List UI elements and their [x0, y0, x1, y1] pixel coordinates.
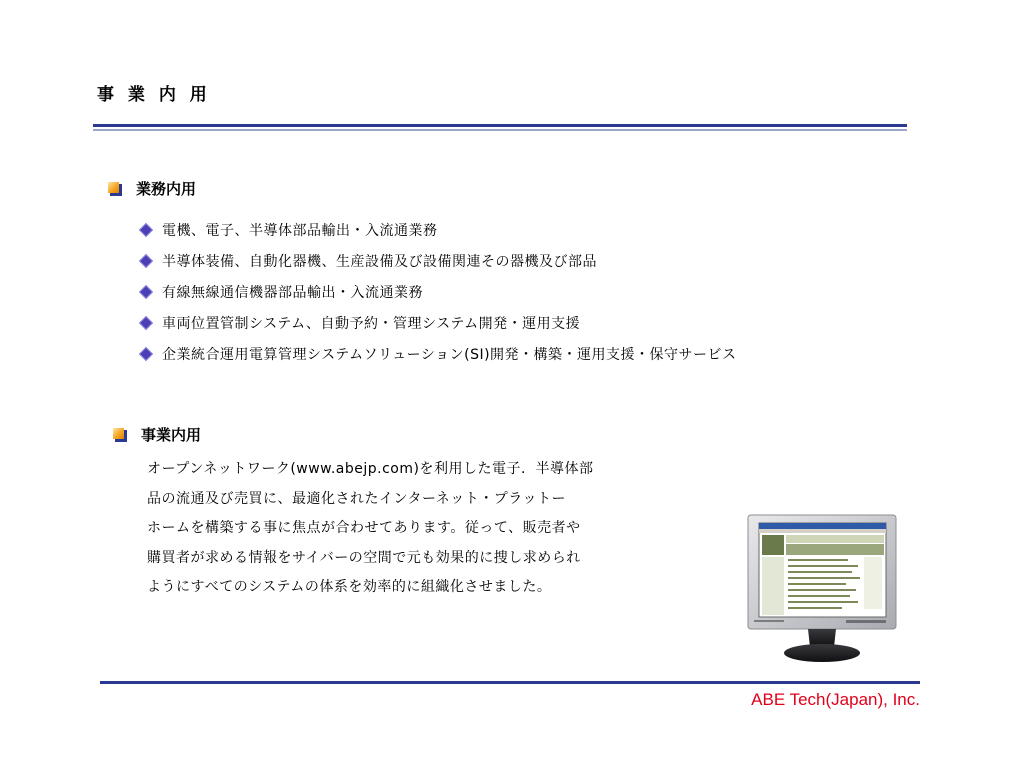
- list-item: [140, 307, 737, 338]
- list-item-text: 半導体装備、自動化器機、生産設備及び設備関連その器機及び部品: [162, 253, 597, 270]
- section-heading-enterprise: [113, 424, 201, 445]
- diamond-bullet-icon: [139, 315, 153, 329]
- page-title: 事 業 内 用: [97, 85, 211, 105]
- diamond-bullet-icon: [139, 222, 153, 236]
- company-name: ABE Tech(Japan), Inc.: [751, 690, 920, 709]
- section-heading-label: 事業内用: [141, 426, 202, 444]
- list-item: [140, 276, 737, 307]
- lcd-monitor-image: [746, 513, 898, 665]
- list-item: [140, 245, 737, 276]
- business-list: [140, 214, 737, 369]
- diamond-bullet-icon: [139, 346, 153, 360]
- diamond-bullet-icon: [139, 284, 153, 298]
- business-description: オープンネットワーク(www.abejp.com)を利用した電子．半導体部 品の流通及び売買に、最適化されたインターネット・プラットー ホームを構築する事に焦点が合わせてあります。従って、販売者や 購買者が求める情報をサイバーの空間で元も効果的に捜し求められ ようにすべてのシステムの体系を効率的に組織化させました。: [147, 461, 594, 595]
- orange-square-icon: [113, 428, 127, 442]
- list-item: [140, 214, 737, 245]
- diamond-bullet-icon: [139, 253, 153, 267]
- list-item-text: 企業統合運用電算管理システムソリューション(SI)開発・構築・運用支援・保守サービス: [162, 346, 737, 363]
- section-heading-business: [108, 178, 196, 199]
- orange-square-icon: [108, 182, 122, 196]
- list-item-text: 車両位置管制システム、自動予約・管理システム開発・運用支援: [162, 315, 581, 332]
- list-item-text: 有線無線通信機器部品輸出・入流通業務: [162, 284, 423, 301]
- list-item-text: 電機、電子、半導体部品輸出・入流通業務: [162, 222, 438, 239]
- section-heading-label: 業務内用: [136, 180, 197, 198]
- footer-divider: [100, 681, 920, 684]
- list-item: [140, 338, 737, 369]
- title-divider-secondary: [93, 129, 907, 131]
- title-divider: [93, 124, 907, 127]
